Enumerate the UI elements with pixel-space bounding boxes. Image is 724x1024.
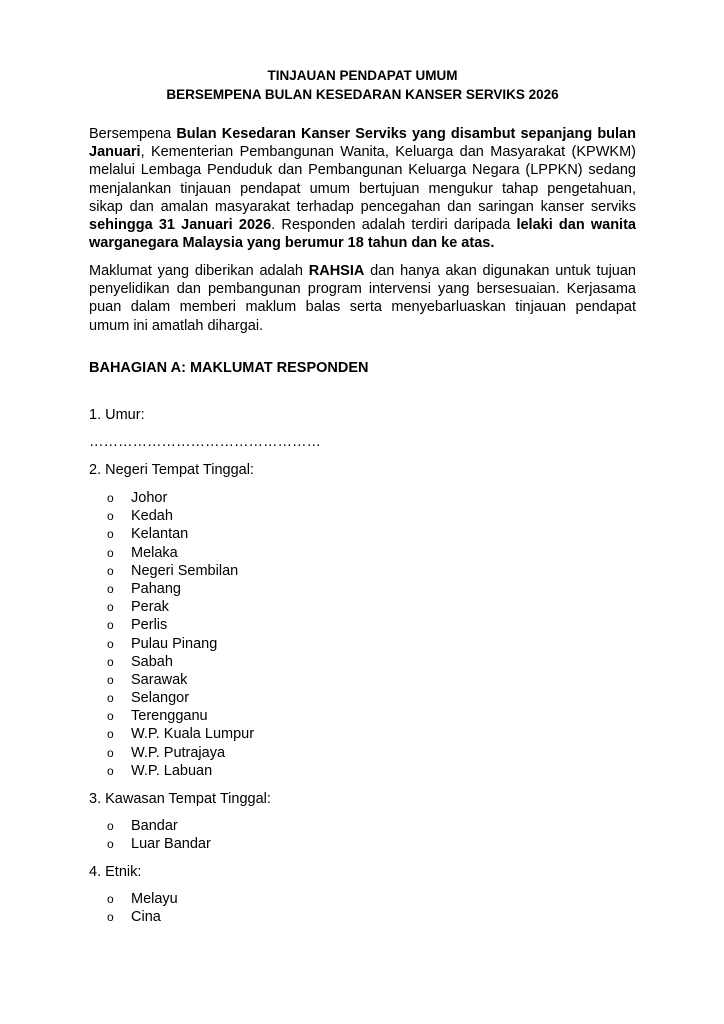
section-a-heading: BAHAGIAN A: MAKLUMAT RESPONDEN — [89, 360, 369, 376]
radio-circle-icon[interactable]: o — [107, 691, 114, 706]
confidentiality-text: Maklumat yang diberikan adalah — [89, 263, 309, 279]
state-option-label: Selangor — [131, 690, 190, 707]
ethnic-option-label: Melayu — [131, 891, 178, 907]
question-age-label: 1. Umur: — [89, 407, 145, 423]
radio-circle-icon[interactable]: o — [107, 491, 114, 505]
state-option[interactable] — [89, 616, 254, 634]
state-option-label: Negeri Sembilan — [131, 562, 239, 579]
area-option-label: Luar Bandar — [131, 836, 211, 853]
area-option-label: Bandar — [131, 818, 178, 834]
radio-circle-icon[interactable]: o — [107, 672, 114, 687]
page-title: TINJAUAN PENDAPAT UMUM — [267, 68, 458, 83]
state-option-label: Pulau Pinang — [131, 635, 218, 652]
intro-bold-deadline: sehingga 31 Januari 2026 — [89, 217, 272, 234]
radio-circle-icon[interactable]: o — [107, 819, 114, 833]
state-option-label: Sabah — [131, 653, 173, 670]
ethnic-option[interactable] — [89, 908, 178, 926]
state-option[interactable] — [89, 580, 254, 598]
state-option-label: W.P. Putrajaya — [131, 744, 226, 761]
state-option-label: Melaka — [131, 544, 178, 561]
intro-bold-month: Bulan Kesedaran Kanser Serviks yang disambut sepanjang bulan Januari — [89, 126, 636, 161]
state-option[interactable] — [89, 507, 254, 525]
intro-text: . Responden adalah terdiri daripada — [271, 217, 517, 234]
radio-circle-icon[interactable]: o — [107, 509, 114, 524]
radio-circle-icon[interactable]: o — [107, 527, 114, 542]
state-option[interactable] — [89, 744, 254, 762]
radio-circle-icon[interactable]: o — [107, 581, 114, 596]
ethnic-option-label: Cina — [131, 909, 161, 926]
state-option[interactable] — [89, 544, 254, 562]
state-option[interactable] — [89, 725, 254, 743]
state-option-label: Pahang — [131, 580, 181, 597]
radio-circle-icon[interactable]: o — [107, 654, 114, 669]
page-subtitle: BERSEMPENA BULAN KESEDARAN KANSER SERVIKS 2026 — [166, 87, 559, 102]
question-state-label: 2. Negeri Tempat Tinggal: — [89, 462, 254, 478]
radio-circle-icon[interactable]: o — [107, 563, 114, 578]
ethnic-option[interactable] — [89, 890, 178, 908]
state-option[interactable] — [89, 598, 254, 616]
question-area-label: 3. Kawasan Tempat Tinggal: — [89, 791, 271, 807]
radio-circle-icon[interactable]: o — [107, 763, 114, 778]
state-option-label: Kelantan — [131, 526, 189, 543]
area-options-list — [89, 817, 211, 853]
state-option[interactable] — [89, 762, 254, 780]
age-answer-blank[interactable]: ………………………………………… — [89, 434, 321, 450]
intro-text: , Kementerian Pembangunan Wanita, Keluarga dan Masyarakat (KPWKM) melalui Lembaga Penduduk dan Pembangunan Keluarga Negara (LPPKN) sedang menjalankan tinjauan pendapat umum bertujuan mengukur tahap pengetahuan, sikap dan amalan masyarakat terhadap pencegahan dan saringan kanser serviks — [89, 144, 636, 215]
state-option-label: Sarawak — [131, 671, 188, 688]
radio-circle-icon[interactable]: o — [107, 837, 114, 852]
state-option-label: Kedah — [131, 508, 173, 525]
radio-circle-icon[interactable]: o — [107, 727, 114, 742]
state-option[interactable] — [89, 671, 254, 689]
state-options-list — [89, 489, 254, 780]
radio-circle-icon[interactable]: o — [107, 618, 114, 633]
question-ethnic-label: 4. Etnik: — [89, 864, 142, 880]
radio-circle-icon[interactable]: o — [107, 636, 114, 651]
confidentiality-text: dan hanya akan digunakan untuk tujuan penyelidikan dan pembangunan program intervensi yang bersesuaian. Kerjasama puan dalam memberi maklum balas serta menyebarluaskan tinjauan pendapat umum ini amatlah dihargai. — [89, 263, 636, 334]
confidentiality-paragraph — [89, 262, 636, 335]
intro-text: Bersempena — [89, 126, 177, 142]
radio-circle-icon[interactable]: o — [107, 545, 114, 560]
intro-paragraph — [89, 125, 636, 252]
state-option[interactable] — [89, 489, 254, 507]
state-option-label: W.P. Labuan — [131, 762, 213, 779]
area-option[interactable] — [89, 835, 211, 853]
confidentiality-bold: RAHSIA — [308, 263, 365, 279]
state-option[interactable] — [89, 525, 254, 543]
state-option-label: Perak — [131, 599, 169, 616]
state-option-label: W.P. Kuala Lumpur — [131, 726, 255, 743]
area-option[interactable] — [89, 817, 211, 835]
radio-circle-icon[interactable]: o — [107, 910, 114, 925]
radio-circle-icon[interactable]: o — [107, 600, 114, 615]
state-option[interactable] — [89, 707, 254, 725]
state-option-label: Perlis — [131, 617, 168, 634]
state-option[interactable] — [89, 653, 254, 671]
radio-circle-icon[interactable]: o — [107, 745, 114, 760]
radio-circle-icon[interactable]: o — [107, 709, 114, 724]
state-option[interactable] — [89, 635, 254, 653]
ethnic-options-list — [89, 890, 178, 926]
state-option-label: Terengganu — [131, 708, 208, 725]
state-option[interactable] — [89, 689, 254, 707]
intro-bold-eligibility: lelaki dan wanita warganegara Malaysia yang berumur 18 tahun dan ke atas. — [89, 217, 636, 252]
state-option[interactable] — [89, 562, 254, 580]
state-option-label: Johor — [131, 490, 168, 506]
radio-circle-icon[interactable]: o — [107, 892, 114, 906]
